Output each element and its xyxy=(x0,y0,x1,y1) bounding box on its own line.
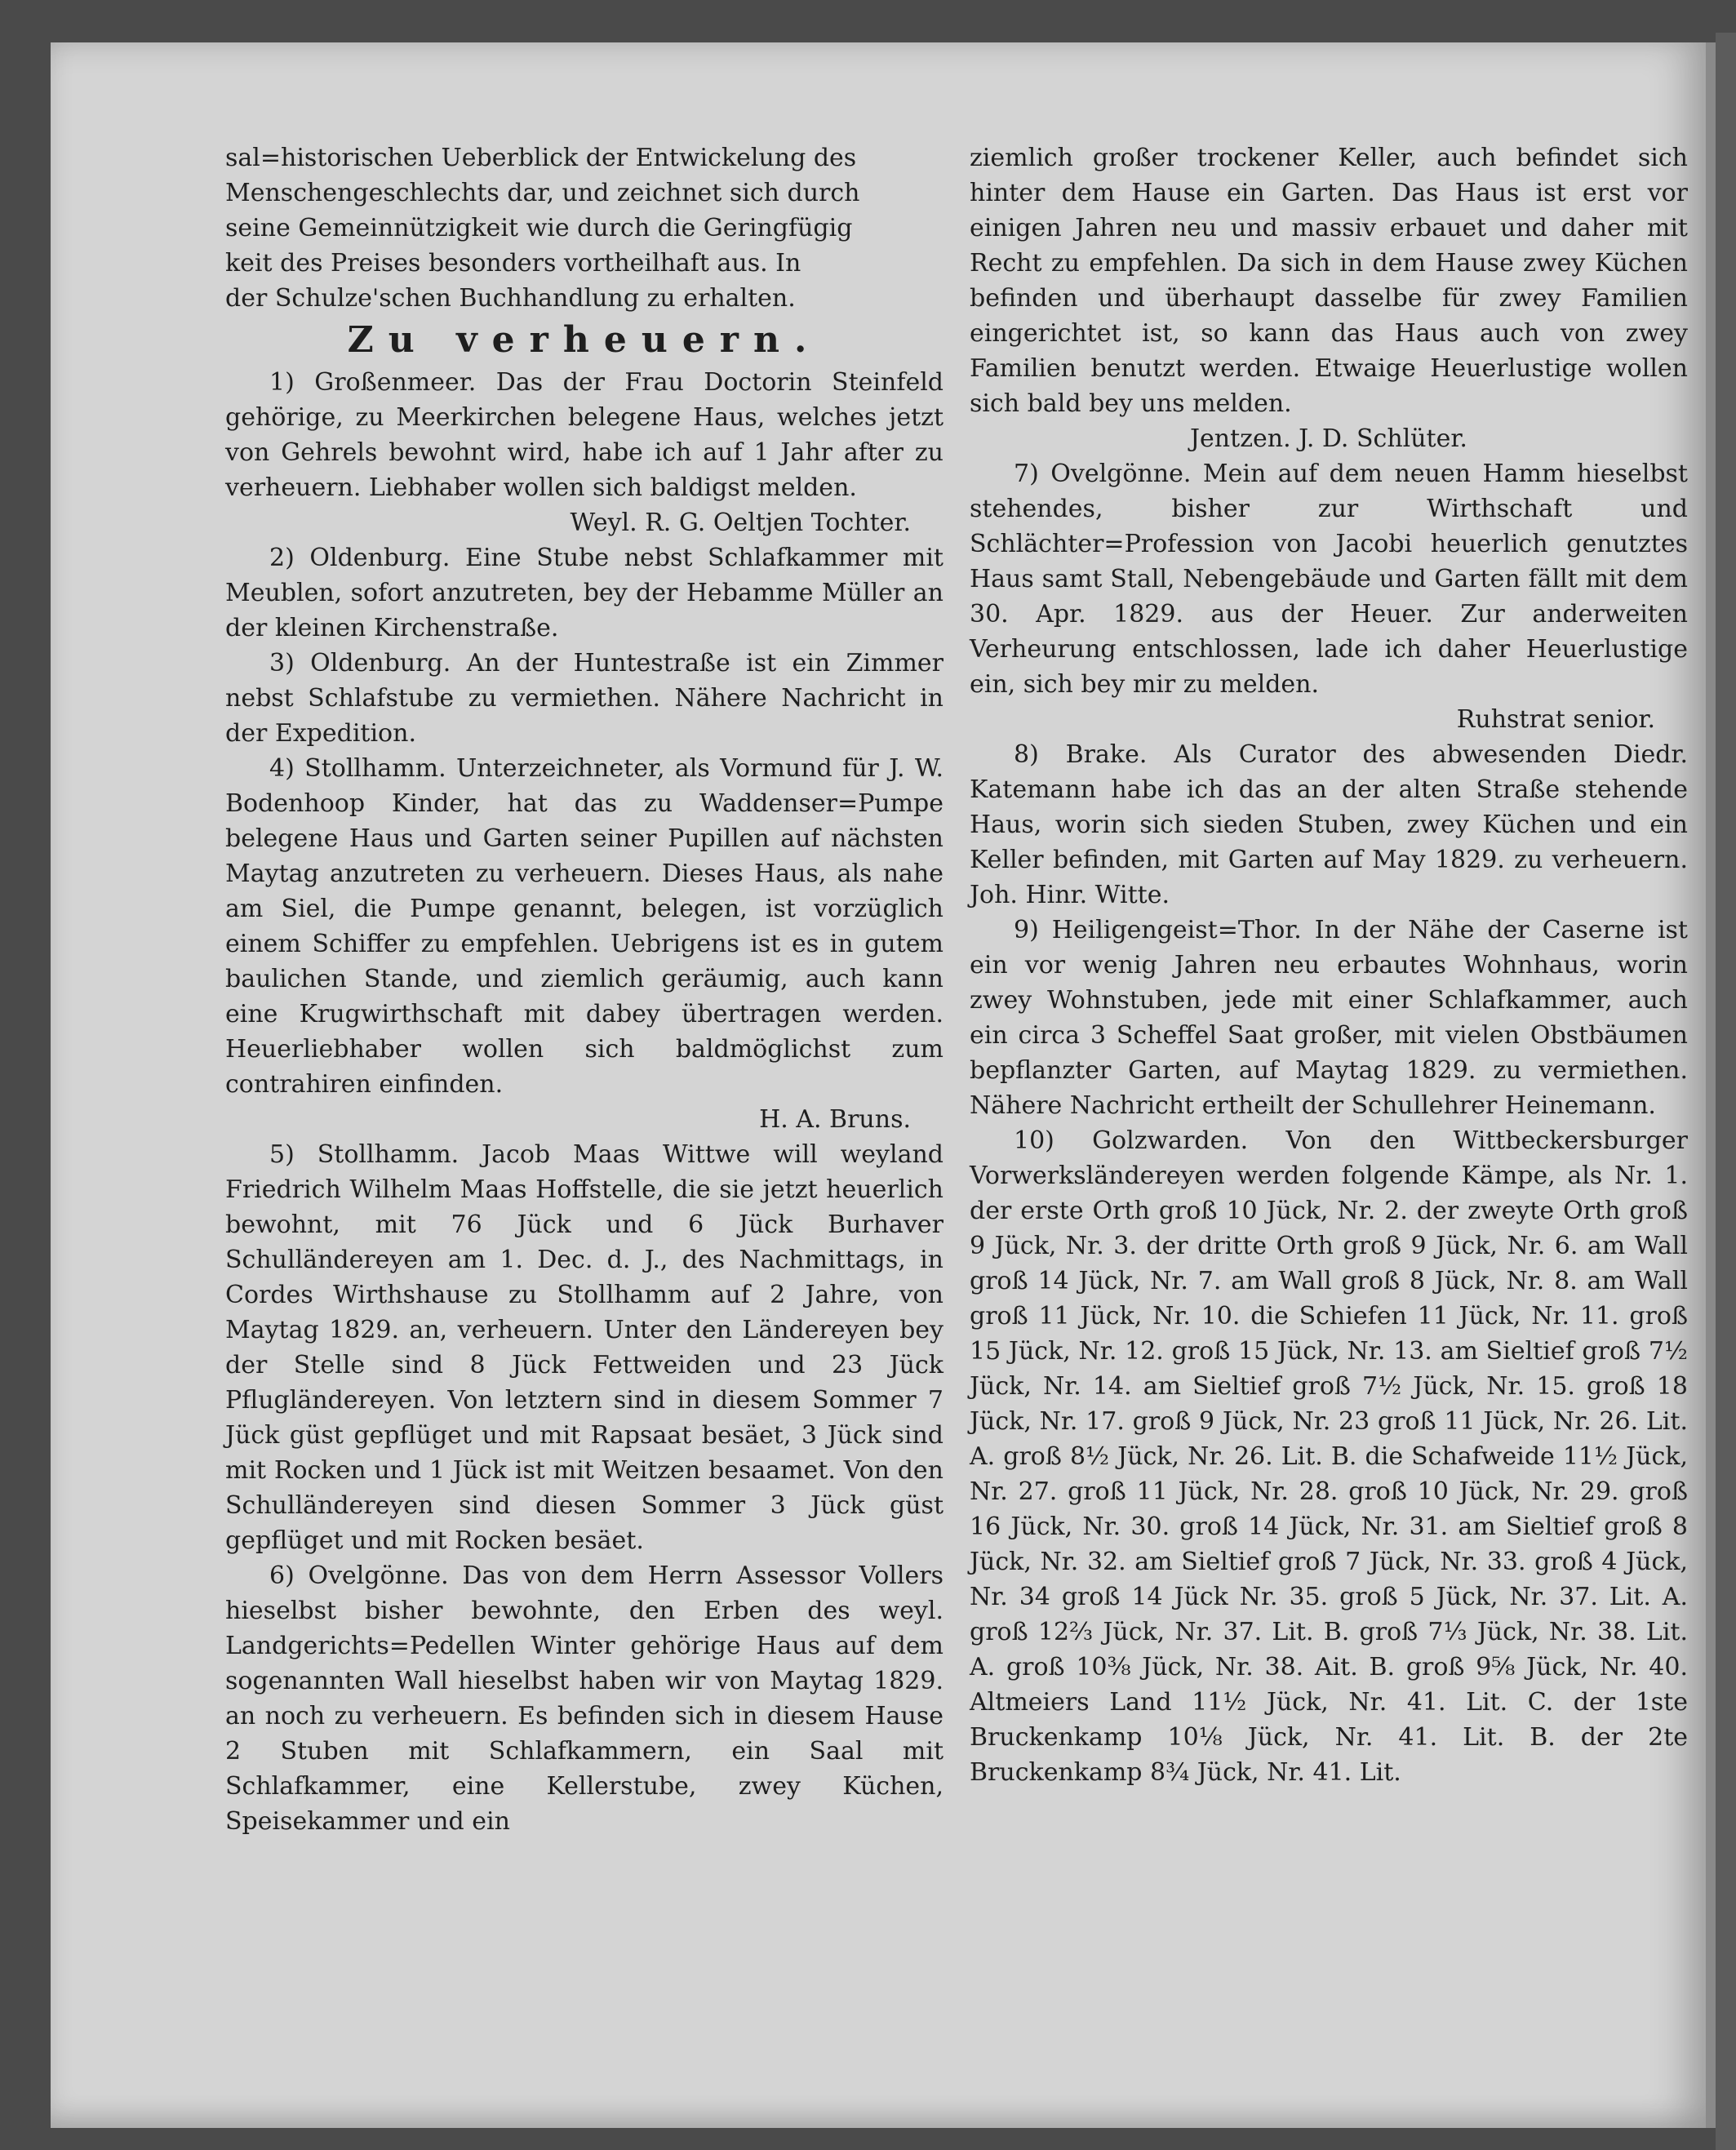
ad-signature: H. A. Bruns. xyxy=(759,1105,911,1134)
intro-line: Menschengeschlechts dar, und zeichnet sich durch xyxy=(225,179,860,207)
ad-text: 6) Ovelgönne. Das von dem Herrn Assessor Vollers hieselbst bisher bewohnte, den Erben des weyl. Landgerichts=Pedellen Winter gehörige Haus auf dem sogenannten Wall hieselbst haben wir von Maytag 1829. an noch zu verheuern. Es befinden sich in diesem Hause 2 Stuben mit Schlafkammern, ein Saal mit Schlafkammer, eine Kellerstube, zwey Küchen, Speisekammer und ein xyxy=(225,1561,943,1836)
ad-text: 5) Stollhamm. Jacob Maas Wittwe will weyland Friedrich Wilhelm Maas Hoffstelle, die sie jetzt heuerlich bewohnt, mit 76 Jück und 6 Jück Burhaver Schulländereyen am 1. Dec. d. J., des Nachmittags, in Cordes Wirthshause zu Stollhamm auf 2 Jahre, von Maytag 1829. an, verheuern. Unter den Ländereyen bey der Stelle sind 8 Jück Fettweiden und 23 Jück Pflugländereyen. Von letztern sind in diesem Sommer 7 Jück güst gepflüget und mit Rapsaat besäet, 3 Jück sind mit Rocken und 1 Jück ist mit Weitzen besaamet. Von den Schulländereyen sind diesen Sommer 3 Jück güst gepflüget und mit Rocken besäet. xyxy=(225,1140,943,1555)
section-heading: Zu verheuern. xyxy=(347,319,822,361)
book-edge xyxy=(1716,33,1736,2150)
ad-text: 3) Oldenburg. An der Huntestraße ist ein Zimmer nebst Schlafstube zu vermiethen. Nähere Nachricht in der Expedition. xyxy=(225,649,943,748)
left-column xyxy=(225,140,943,1839)
continuation-text: ziemlich großer trockener Keller, auch befindet sich hinter dem Hause ein Garten. Das Haus ist erst vor einigen Jahren neu und massiv erbauet und daher mit Recht zu empfehlen. Da sich in dem Hause zwey Küchen befinden und überhaupt dasselbe für zwey Familien eingerichtet ist, so kann das Haus auch von zwey Familien benutzt werden. Etwaige Heuerlustige wollen sich bald bey uns melden. xyxy=(970,144,1688,418)
ad-text: 1) Großenmeer. Das der Frau Doctorin Steinfeld gehörige, zu Meerkirchen belegene Haus, welches jetzt von Gehrels bewohnt wird, habe ich auf 1 Jahr after zu verheuern. Liebhaber wollen sich baldigst melden. xyxy=(225,368,943,502)
intro-line: sal=historischen Ueberblick der Entwickelung des xyxy=(225,144,857,172)
intro-line: seine Gemeinnützigkeit wie durch die Geringfügig xyxy=(225,214,853,242)
ad-text: 10) Golzwarden. Von den Wittbeckersburger Vorwerksländereyen werden folgende Kämpe, als Nr. 1. der erste Orth groß 10 Jück, Nr. 2. der zweyte Orth groß 9 Jück, Nr. 3. der dritte Orth groß 9 Jück, Nr. 6. am Wall groß 14 Jück, Nr. 7. am Wall groß 8 Jück, Nr. 8. am Wall groß 11 Jück, Nr. 10. die Schiefen 11 Jück, Nr. 11. groß 15 Jück, Nr. 12. groß 15 Jück, Nr. 13. am Sieltief groß 7½ Jück, Nr. 14. am Sieltief groß 7½ Jück, Nr. 15. groß 18 Jück, Nr. 17. groß 9 Jück, Nr. 23 groß 11 Jück, Nr. 26. Lit. A. groß 8½ Jück, Nr. 26. Lit. B. die Schafweide 11½ Jück, Nr. 27. groß 11 Jück, Nr. 28. groß 10 Jück, Nr. 29. groß 16 Jück, Nr. 30. groß 14 Jück, Nr. 31. am Sieltief groß 8 Jück, Nr. 32. am Sieltief groß 7 Jück, Nr. 33. groß 4 Jück, Nr. 34 groß 14 Jück Nr. 35. groß 5 Jück, Nr. 37. Lit. A. groß 12⅔ Jück, Nr. 37. Lit. B. groß 7⅓ Jück, Nr. 38. Lit. A. groß 10⅜ Jück, Nr. 38. Ait. B. groß 9⅝ Jück, Nr. 40. Altmeiers Land 11½ Jück, Nr. 41. Lit. C. der 1ste Bruckenkamp 10⅛ Jück, Nr. 41. Lit. B. der 2te Bruckenkamp 8¾ Jück, Nr. 41. Lit. xyxy=(970,1126,1688,1787)
intro-line: der Schulze'schen Buchhandlung zu erhalten. xyxy=(225,284,796,313)
ad-text: 4) Stollhamm. Unterzeichneter, als Vormund für J. W. Bodenhoop Kinder, hat das zu Waddenser=Pumpe belegene Haus und Garten seiner Pupillen auf nächsten Maytag anzutreten zu verheuern. Dieses Haus, als nahe am Siel, die Pumpe genannt, belegen, ist vorzüglich einem Schiffer zu empfehlen. Uebrigens ist es in gutem baulichen Stande, und ziemlich geräumig, auch kann eine Krugwirthschaft mit dabey übertragen werden. Heuerliebhaber wollen sich baldmöglichst zum contrahiren einfinden. xyxy=(225,754,943,1099)
ad-text: 9) Heiligengeist=Thor. In der Nähe der Caserne ist ein vor wenig Jahren neu erbautes Wohnhaus, worin zwey Wohnstuben, jede mit einer Schlafkammer, auch ein circa 3 Scheffel Saat großer, mit vielen Obstbäumen bepflanzter Garten, auf Maytag 1829. zu vermiethen. Nähere Nachricht ertheilt der Schullehrer Heinemann. xyxy=(970,916,1688,1120)
intro-line: keit des Preises besonders vortheilhaft aus. In xyxy=(225,249,801,278)
ad-signature: Weyl. R. G. Oeltjen Tochter. xyxy=(570,509,911,537)
page-fold xyxy=(1706,42,1716,2128)
ad-signature: Jentzen. J. D. Schlüter. xyxy=(1190,424,1467,453)
ad-text: 2) Oldenburg. Eine Stube nebst Schlafkammer mit Meublen, sofort anzutreten, bey der Hebamme Müller an der kleinen Kirchenstraße. xyxy=(225,544,943,642)
right-column xyxy=(970,140,1688,1790)
ad-text: 7) Ovelgönne. Mein auf dem neuen Hamm hieselbst stehendes, bisher zur Wirthschaft und Schlächter=Profession von Jacobi heuerlich genutztes Haus samt Stall, Nebengebäude und Garten fällt mit dem 30. Apr. 1829. aus der Heuer. Zur anderweiten Verheurung entschlossen, lade ich daher Heuerlustige ein, sich bey mir zu melden. xyxy=(970,460,1688,699)
ad-signature: Ruhstrat senior. xyxy=(1456,705,1655,734)
ad-text: 8) Brake. Als Curator des abwesenden Diedr. Katemann habe ich das an der alten Straße stehende Haus, worin sich sieden Stuben, zwey Küchen und ein Keller befinden, mit Garten auf May 1829. zu verheuern. Joh. Hinr. Witte. xyxy=(970,740,1688,909)
